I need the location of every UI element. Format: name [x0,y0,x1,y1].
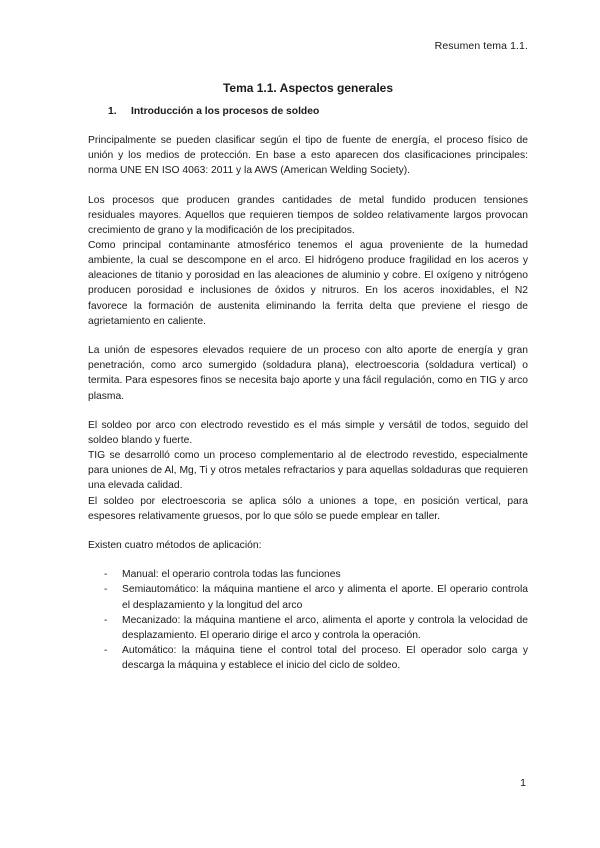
paragraph-residual-stresses: Los procesos que producen grandes cantidades de metal fundido producen tensiones residuales mayores. Aquellos que requieren tiempos de soldeo relativamente largos provocan crecimiento de grano y la modificación de los precipitados. [88,194,528,237]
list-item [88,643,528,673]
paragraph-coated-electrode: El soldeo por arco con electrodo revestido es el más simple y versátil de todos, seguido del soldeo blando y fuerte. [88,420,528,447]
running-header: Resumen tema 1.1. [434,40,528,52]
paragraph-tig: TIG se desarrolló como un proceso complementario al de electrodo revestido, especialmente para uniones de Al, Mg, Ti y otros metales refractarios y para aquellas soldaduras que requieren una elevada calidad. [88,450,528,492]
methods-list [88,567,528,673]
document-title: Tema 1.1. Aspectos generales [222,81,394,95]
section-heading-text: Introducción a los procesos de soldeo [131,106,320,117]
paragraph-thickness: La unión de espesores elevados requiere de un proceso con alto aporte de energía y gran penetración, como arco sumergido (soldadura plana), electroescoria (soldadura vertical) o termita. Para espesores finos se necesita bajo aporte y una fácil regulación, como en TIG y arco plasma. [88,345,528,402]
list-item [88,567,528,582]
paragraph-electroslag: El soldeo por electroescoria se aplica sólo a uniones a tope, en posición vertical, para espesores relativamente gruesos, por lo que sólo se puede emplear en taller. [88,495,528,522]
page-content [88,80,528,673]
method-automatic: Automático: la máquina tiene el control total del proceso. El operador solo carga y descarga la máquina y establece el inicio del ciclo de soldeo. [122,644,528,671]
section-number: 1. [108,106,117,117]
list-item [88,582,528,612]
method-manual: Manual: el operario controla todas las funciones [122,569,341,581]
list-bullet: - [104,569,108,581]
list-bullet: - [104,614,108,626]
section-heading [88,104,528,119]
paragraph-classification: Principalmente se pueden clasificar según el tipo de fuente de energía, el proceso físico de unión y los medios de protección. En base a esto aparecen dos clasificaciones principales: norma UNE EN ISO 4063: 2011 y la AWS (American Welding Society). [88,135,528,177]
paragraph-contaminants: Como principal contaminante atmosférico tenemos el agua proveniente de la humedad ambiente, la cual se descompone en el arco. El hidrógeno produce fragilidad en los aceros y aleaciones de titanio y porosidad en las aleaciones de aluminio y cobre. El oxígeno y nitrógeno producen porosidad e inclusiones de óxidos y nitruros. En los aceros inoxidables, el N2 favorece la formación de austenita eliminando la ferrita delta que previene el riesgo de agrietamiento en caliente. [88,240,528,327]
page-number: 1 [520,777,526,789]
paragraph-methods-intro: Existen cuatro métodos de aplicación: [88,540,262,552]
list-item [88,613,528,643]
list-bullet: - [104,644,108,656]
list-bullet: - [104,584,108,596]
method-mechanized: Mecanizado: la máquina mantiene el arco, alimenta el aporte y controla la velocidad de desplazamiento. El operario dirige el arco y controla la operación. [122,614,528,641]
method-semiautomatic: Semiautomático: la máquina mantiene el arco y alimenta el aporte. El operario controla el desplazamiento y la longitud del arco [122,584,528,611]
